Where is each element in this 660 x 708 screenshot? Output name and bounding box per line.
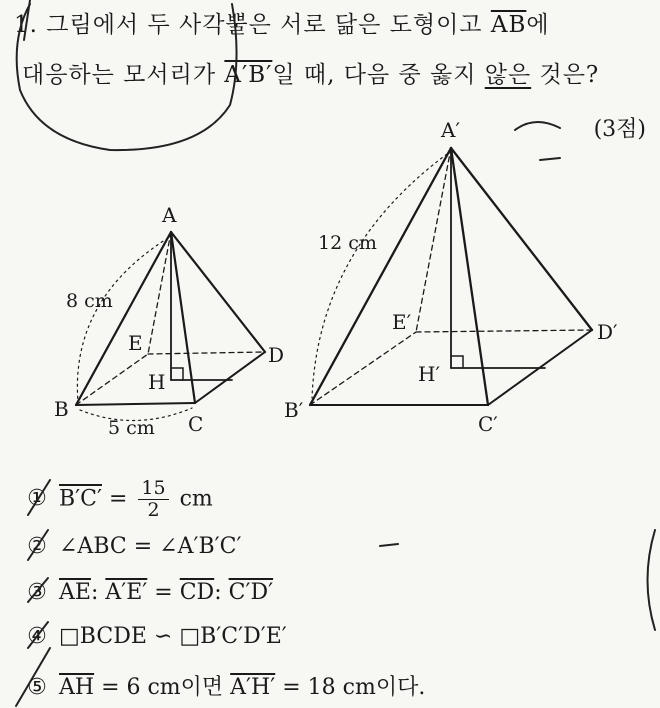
vertex-c-prime: C′ — [478, 412, 498, 436]
option-5-seg-a-h-prime: A′H′ — [230, 675, 276, 700]
segment-a-prime-b-prime: A′B′ — [224, 62, 273, 88]
fraction-denominator: 2 — [147, 498, 160, 521]
option-1[interactable] — [22, 478, 213, 521]
option-3-number: ③ — [27, 580, 47, 605]
option-3[interactable] — [22, 580, 273, 605]
fraction-numerator: 15 — [138, 478, 168, 500]
option-2-number: ② — [27, 534, 47, 559]
vertex-b: B — [54, 397, 69, 421]
option-4[interactable] — [22, 624, 287, 649]
edge-e-d-prime — [416, 330, 592, 332]
small-pyramid — [76, 232, 265, 421]
edge-length-12cm: 12 cm — [318, 232, 377, 254]
option-1-segment: B′C′ — [59, 486, 102, 512]
option-5-text-1: = 6 cm이면 — [94, 675, 231, 700]
edge-ed — [148, 352, 265, 354]
option-3-equals: = — [147, 580, 180, 605]
edge-ae — [148, 232, 171, 354]
large-pyramid — [310, 148, 592, 405]
option-1-fraction — [138, 478, 168, 521]
option-2[interactable] — [22, 534, 241, 559]
vertex-h-prime: H′ — [418, 362, 440, 386]
vertex-d: D — [268, 343, 285, 367]
vertex-a: A — [162, 203, 177, 227]
edge-be — [76, 354, 148, 405]
vertex-h: H — [148, 370, 166, 394]
edge-bc — [76, 403, 195, 405]
edge-cd — [195, 352, 265, 403]
edge-b-e-prime — [310, 332, 416, 405]
edge-a-c-prime — [451, 148, 488, 405]
option-3-seg-c-d-prime: C′D′ — [228, 580, 274, 605]
option-3-seg-cd: $\overline{CD}$ — [179, 580, 215, 605]
right-angle-mark-prime — [451, 356, 463, 368]
option-1-number: ① — [27, 486, 47, 512]
option-5-seg-ah: $\overline{AH}$ — [59, 675, 95, 700]
vertex-b-prime: B′ — [284, 398, 304, 422]
option-3-colon-1: : — [90, 580, 106, 605]
edge-length-8cm: 8 cm — [66, 290, 113, 312]
base-length-5cm: 5 cm — [108, 417, 155, 439]
option-1-equals: = — [102, 486, 135, 512]
question-text-1: 그림에서 두 사각뿔은 서로 닮은 도형이고 — [46, 12, 491, 38]
option-3-seg-ae: $\overline{AE}$ — [59, 580, 91, 605]
right-angle-mark — [171, 368, 183, 380]
vertex-e-prime: E′ — [392, 310, 412, 334]
segment-ab: $\overline{AB}$ — [490, 12, 527, 38]
vertex-d-prime: D′ — [597, 320, 618, 344]
question-text-2c: 것은? — [531, 62, 600, 88]
question-text-2: 대응하는 모서리가 — [22, 62, 225, 88]
option-5-number: ⑤ — [27, 675, 47, 700]
option-4-number: ④ — [27, 624, 47, 649]
option-4-text: □BCDE ∽ □B′C′D′E′ — [59, 624, 287, 649]
edge-a-e-prime — [416, 148, 451, 332]
option-3-seg-a-e-prime: A′E′ — [105, 580, 148, 605]
vertex-e: E — [128, 331, 143, 355]
vertex-c: C — [188, 412, 204, 436]
option-2-text: ∠ABC = ∠A′B′C′ — [59, 534, 242, 559]
option-5[interactable] — [22, 670, 425, 701]
option-3-colon-2: : — [214, 580, 229, 605]
points-label: (3점) — [593, 117, 646, 142]
question-text-1b: 에 — [526, 12, 550, 38]
question-text-2b: 일 때, 다음 중 옳지 — [272, 62, 485, 88]
underlined-not: 않은 — [484, 62, 532, 88]
vertex-a-prime: A′ — [441, 118, 460, 142]
option-1-unit: cm — [179, 486, 213, 512]
option-5-text-2: = 18 cm이다. — [275, 675, 426, 700]
question-number: 1. — [14, 12, 38, 38]
